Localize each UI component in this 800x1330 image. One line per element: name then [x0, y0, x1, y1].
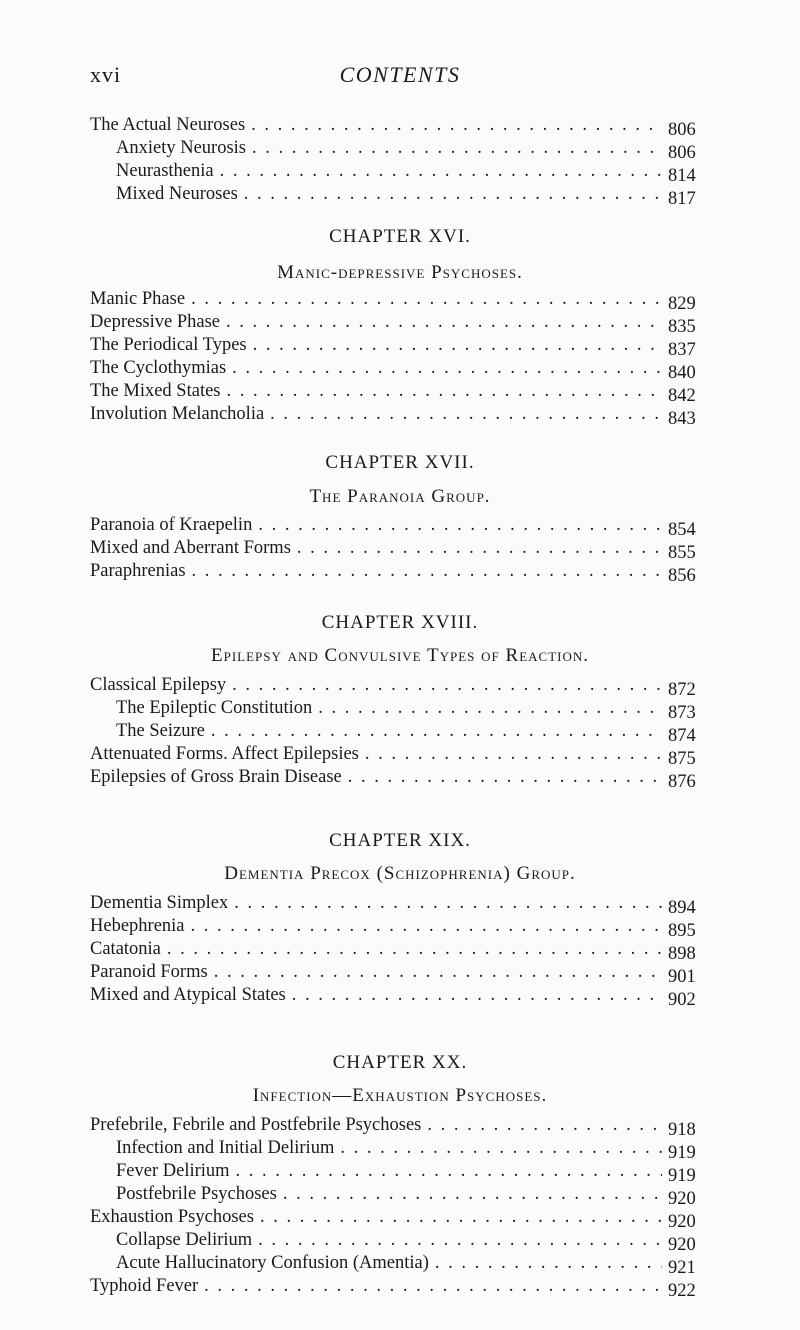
running-head — [90, 62, 710, 92]
entry-page: 874 — [668, 726, 696, 746]
toc-entry — [90, 380, 710, 406]
entry-page: 837 — [668, 340, 696, 360]
toc-entry — [90, 1275, 710, 1301]
toc-entry — [90, 537, 710, 563]
toc-entry — [90, 137, 710, 163]
entry-title: Postfebrile Psychoses — [116, 1184, 277, 1204]
toc-entry — [90, 892, 710, 918]
toc-entry — [90, 720, 710, 746]
entry-page: 918 — [668, 1120, 696, 1140]
entry-title: Paranoia of Kraepelin — [90, 515, 253, 535]
entry-title: Hebephrenia — [90, 916, 185, 936]
entry-page: 920 — [668, 1189, 696, 1209]
running-title: CONTENTS — [339, 62, 461, 87]
entry-title: Depressive Phase — [90, 312, 220, 332]
entry-title: Mixed Neuroses — [116, 184, 238, 204]
entry-page: 840 — [668, 363, 696, 383]
chapter-section — [90, 1052, 710, 1322]
toc-entry — [90, 743, 710, 769]
toc-entry — [90, 560, 710, 586]
toc-entry — [90, 961, 710, 987]
chapter-label: CHAPTER XVI. — [329, 226, 471, 247]
entry-title: Mixed and Atypical States — [90, 985, 286, 1005]
toc-entry — [90, 403, 710, 429]
toc-entry — [90, 288, 710, 314]
entry-title: The Epileptic Constitution — [116, 698, 313, 718]
entry-title: The Periodical Types — [90, 335, 247, 355]
entry-title: Epilepsies of Gross Brain Disease — [90, 767, 342, 787]
entry-title: Infection and Initial Delirium — [116, 1138, 335, 1158]
toc-entry — [90, 938, 710, 964]
chapter-title: Epilepsy and Convulsive Types of Reaction. — [210, 645, 589, 666]
entry-page: 806 — [668, 120, 696, 140]
entry-page: 856 — [668, 566, 696, 586]
entry-title: Involution Melancholia — [90, 404, 265, 424]
toc-entry — [90, 766, 710, 792]
toc-entry — [90, 1206, 710, 1232]
entry-title: Anxiety Neurosis — [116, 138, 246, 158]
entry-page: 875 — [668, 749, 696, 769]
toc-entry — [90, 357, 710, 383]
toc-entry — [90, 1183, 710, 1209]
entry-title: Attenuated Forms. Affect Epilepsies — [90, 744, 359, 764]
toc-entry — [90, 674, 710, 700]
toc-entry — [90, 1114, 710, 1140]
entry-title: Prefebrile, Febrile and Postfebrile Psychoses — [90, 1115, 422, 1135]
entry-page: 817 — [668, 189, 696, 209]
entry-title: Paranoid Forms — [90, 962, 208, 982]
entry-title: Neurasthenia — [116, 161, 214, 181]
entry-page: 835 — [668, 317, 696, 337]
toc-entry — [90, 1137, 710, 1163]
entry-title: Dementia Simplex — [90, 893, 229, 913]
chapter-label: CHAPTER XVII. — [325, 452, 475, 473]
toc-entry — [90, 183, 710, 209]
entry-title: Catatonia — [90, 939, 161, 959]
entry-page: 894 — [668, 898, 696, 918]
entry-page: 876 — [668, 772, 696, 792]
chapter-title: The Paranoia Group. — [309, 486, 491, 507]
entry-page: 842 — [668, 386, 696, 406]
toc-entry — [90, 311, 710, 337]
entry-title: Typhoid Fever — [90, 1276, 199, 1296]
page-folio: xvi — [90, 62, 122, 87]
entry-page: 898 — [668, 944, 696, 964]
entry-page: 919 — [668, 1166, 696, 1186]
chapter-label: CHAPTER XVIII. — [321, 612, 479, 633]
entry-page: 806 — [668, 143, 696, 163]
entry-page: 843 — [668, 409, 696, 429]
entry-title: Mixed and Aberrant Forms — [90, 538, 291, 558]
entry-title: Collapse Delirium — [116, 1230, 253, 1250]
entry-title: Acute Hallucinatory Confusion (Amentia) — [116, 1253, 429, 1273]
toc-entry — [90, 984, 710, 1010]
chapter-section — [90, 830, 710, 1030]
toc-entry — [90, 160, 710, 186]
chapter-label: CHAPTER XX. — [332, 1052, 468, 1073]
entry-page: 922 — [668, 1281, 696, 1301]
toc-entry — [90, 1252, 710, 1278]
entry-page: 829 — [668, 294, 696, 314]
entry-page: 854 — [668, 520, 696, 540]
entry-title: Fever Delirium — [116, 1161, 230, 1181]
toc-entry — [90, 697, 710, 723]
toc-entry — [90, 915, 710, 941]
chapter-section — [90, 226, 710, 476]
entry-page: 921 — [668, 1258, 696, 1278]
entry-title: Exhaustion Psychoses — [90, 1207, 254, 1227]
entry-page: 919 — [668, 1143, 696, 1163]
entry-title: The Cyclothymias — [90, 358, 227, 378]
toc-entry — [90, 1160, 710, 1186]
entry-page: 873 — [668, 703, 696, 723]
toc-entry — [90, 334, 710, 360]
chapter-title: Manic-depressive Psychoses. — [277, 262, 523, 283]
entry-title: Paraphrenias — [90, 561, 186, 581]
entry-title: Manic Phase — [90, 289, 186, 309]
entry-title: The Seizure — [116, 721, 205, 741]
entry-title: The Actual Neuroses — [90, 115, 246, 135]
entry-title: Classical Epilepsy — [90, 675, 227, 695]
entry-page: 855 — [668, 543, 696, 563]
intro-entries — [90, 114, 710, 209]
entry-page: 872 — [668, 680, 696, 700]
chapter-section — [90, 612, 710, 812]
toc-entry — [90, 1229, 710, 1255]
chapter-title: Dementia Precox (Schizophrenia) Group. — [224, 863, 576, 884]
entry-page: 920 — [668, 1212, 696, 1232]
chapter-title: Infection—Exhaustion Psychoses. — [252, 1085, 548, 1106]
entry-page: 814 — [668, 166, 696, 186]
chapter-section — [90, 452, 710, 612]
chapter-label: CHAPTER XIX. — [329, 830, 471, 851]
entry-page: 902 — [668, 990, 696, 1010]
entry-page: 895 — [668, 921, 696, 941]
entry-title: The Mixed States — [90, 381, 221, 401]
entry-page: 901 — [668, 967, 696, 987]
entry-page: 920 — [668, 1235, 696, 1255]
toc-entry — [90, 114, 710, 140]
toc-entry — [90, 514, 710, 540]
